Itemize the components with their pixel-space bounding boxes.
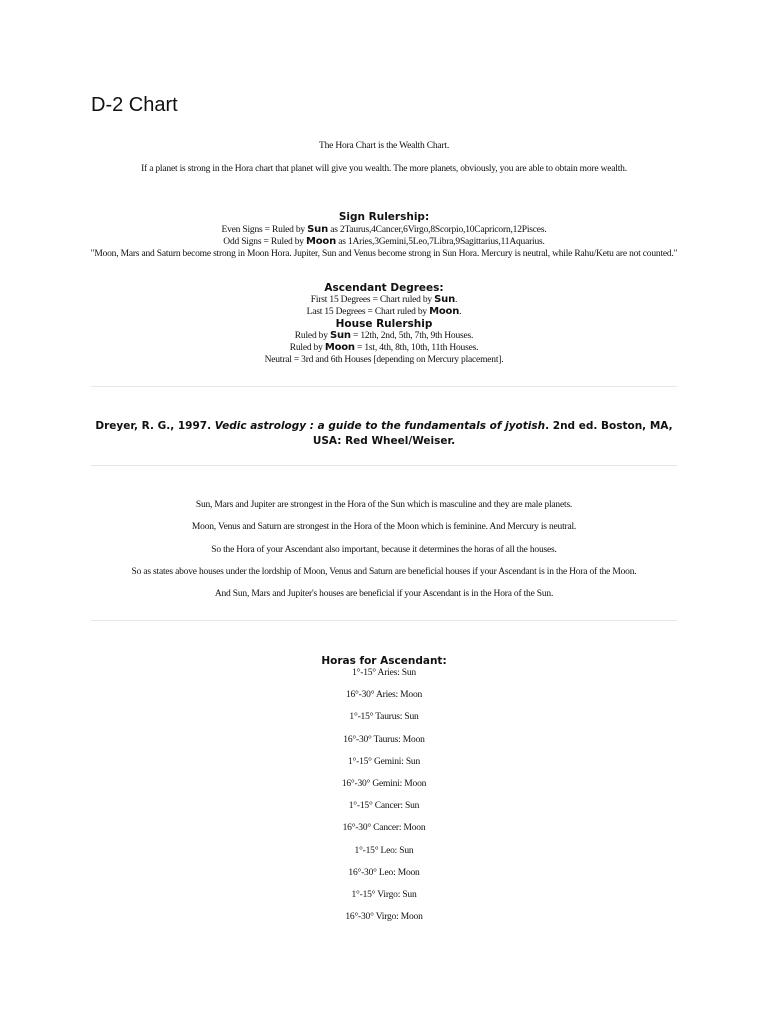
even-signs-line <box>0 224 768 235</box>
even-signs-planet: Sun <box>307 224 329 235</box>
sun-houses-prefix: Ruled by <box>294 331 328 341</box>
sun-houses-planet: Sun <box>329 330 351 341</box>
intro-line-2: If a planet is strong in the Hora chart that planet will give you wealth. The more planets, obviously, you are able to obtain more wealth. <box>141 164 627 174</box>
last-degrees-prefix: Last 15 Degrees = Chart ruled by <box>306 307 427 317</box>
house-rulership-heading: House Rulership <box>335 318 433 330</box>
hora-item: 1°-15° Cancer: Sun <box>348 801 420 811</box>
hora-item: 1°-15° Leo: Sun <box>354 846 414 856</box>
sun-houses-list: = 12th, 2nd, 5th, 7th, 9th Houses. <box>352 331 474 341</box>
sun-houses-line <box>0 330 768 341</box>
first-degrees-planet: Sun <box>434 294 456 305</box>
hora-item: 1°-15° Gemini: Sun <box>347 757 421 767</box>
odd-signs-line <box>0 236 768 247</box>
hora-item: 16°-30° Gemini: Moon <box>341 779 427 789</box>
neutral-houses-line: Neutral = 3rd and 6th Houses [depending on Mercury placement]. <box>264 355 504 365</box>
divider-1 <box>91 386 677 387</box>
paragraph-5: And Sun, Mars and Jupiter's houses are beneficial if your Ascendant is in the Hora of the Sun. <box>214 589 554 599</box>
hora-item: 16°-30° Virgo: Moon <box>345 912 423 922</box>
reference-author: Dreyer, R. G., 1997. <box>95 420 212 432</box>
hora-item: 1°-15° Taurus: Sun <box>349 712 419 722</box>
hora-item: 16°-30° Aries: Moon <box>345 690 423 700</box>
sign-rulership-heading: Sign Rulership: <box>338 211 430 223</box>
paragraph-4: So as states above houses under the lordship of Moon, Venus and Saturn are beneficial houses if your Ascendant is in the Hora of the Moon. <box>131 567 637 577</box>
moon-houses-list: = 1st, 4th, 8th, 10th, 11th Houses. <box>357 343 479 353</box>
page-title: D-2 Chart <box>91 94 178 116</box>
divider-2 <box>91 465 677 466</box>
last-degrees-suffix: . <box>459 307 462 317</box>
moon-houses-prefix: Ruled by <box>289 343 323 353</box>
hora-item: 1°-15° Aries: Sun <box>352 668 416 678</box>
strength-quote: "Moon, Mars and Saturn become strong in Moon Hora. Jupiter, Sun and Venus become strong in Sun Hora. Mercury is neutral, while Rahu/Ketu are not counted." <box>90 249 678 259</box>
moon-houses-planet: Moon <box>324 342 355 353</box>
even-signs-list: as 2Taurus,4Cancer,6Virgo,8Scorpio,10Capricorn,12Pisces. <box>330 225 547 235</box>
first-degrees-line <box>0 294 768 305</box>
paragraph-2: Moon, Venus and Saturn are strongest in the Hora of the Moon which is feminine. And Mercury is neutral. <box>191 522 577 532</box>
last-degrees-line <box>0 306 768 317</box>
odd-signs-list: as 1Aries,3Gemini,5Leo,7Libra,9Sagittarius,11Aquarius. <box>338 237 545 247</box>
horas-heading: Horas for Ascendant: <box>321 655 447 667</box>
paragraph-1: Sun, Mars and Jupiter are strongest in the Hora of the Sun which is masculine and they are male planets. <box>195 500 573 510</box>
moon-houses-line <box>0 342 768 353</box>
first-degrees-prefix: First 15 Degrees = Chart ruled by <box>310 295 432 305</box>
reference-citation <box>88 419 680 449</box>
odd-signs-planet: Moon <box>306 236 337 247</box>
paragraph-3: So the Hora of your Ascendant also important, because it determines the horas of all the houses. <box>211 545 557 555</box>
reference-book-title: Vedic astrology : a guide to the fundamentals of jyotish <box>214 420 546 432</box>
even-signs-prefix: Even Signs = Ruled by <box>221 225 305 235</box>
divider-3 <box>91 620 677 621</box>
intro-line-1: The Hora Chart is the Wealth Chart. <box>318 141 450 151</box>
reference-publisher: . 2nd ed. Boston, MA, USA: Red Wheel/Weiser. <box>312 420 673 447</box>
hora-item: 16°-30° Taurus: Moon <box>343 735 425 745</box>
odd-signs-prefix: Odd Signs = Ruled by <box>223 237 304 247</box>
last-degrees-planet: Moon <box>429 306 460 317</box>
first-degrees-suffix: . <box>455 295 458 305</box>
ascendant-degrees-heading: Ascendant Degrees: <box>324 282 444 294</box>
hora-item: 1°-15° Virgo: Sun <box>351 890 417 900</box>
hora-item: 16°-30° Cancer: Moon <box>342 823 426 833</box>
hora-item: 16°-30° Leo: Moon <box>348 868 420 878</box>
